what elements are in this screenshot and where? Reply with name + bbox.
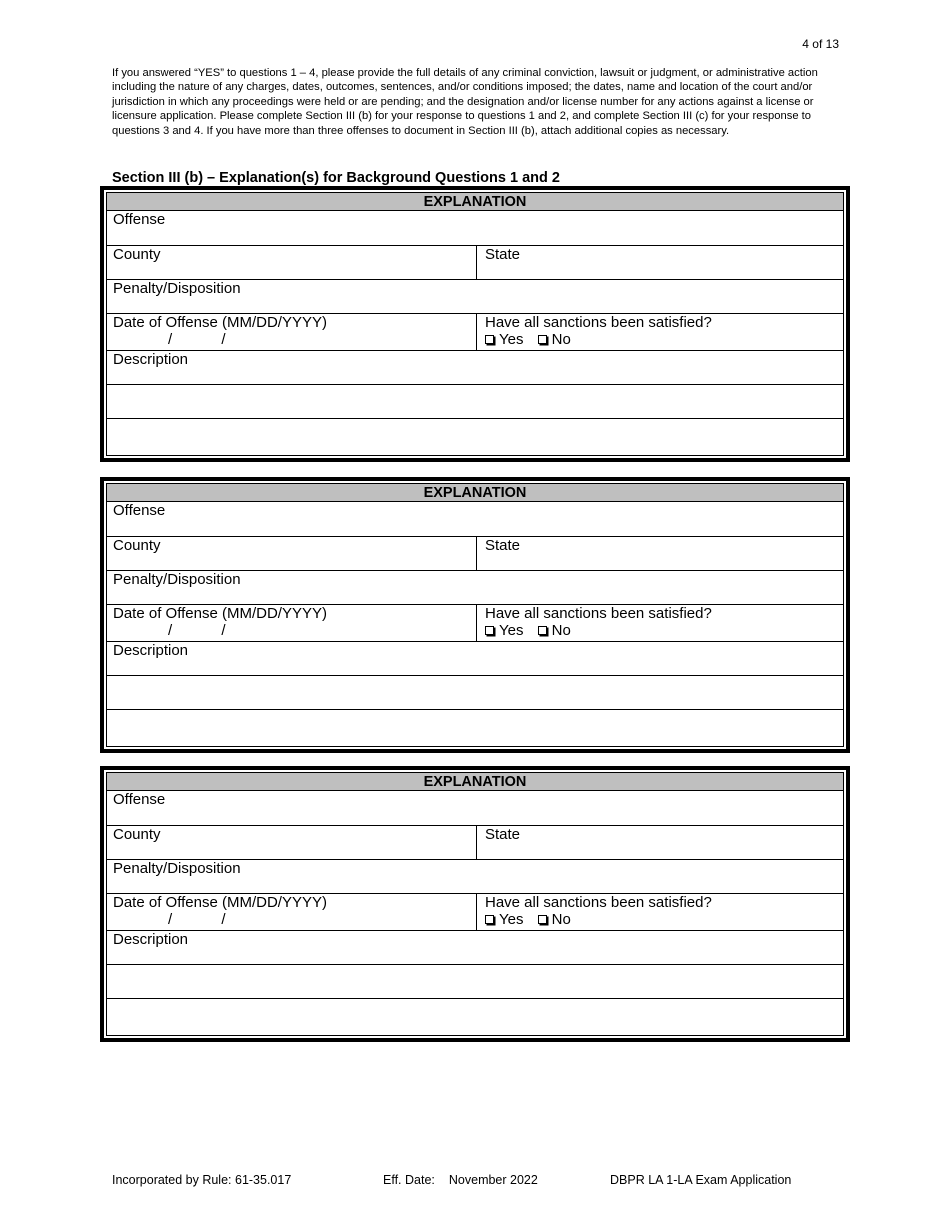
offense-label: Offense — [113, 791, 166, 808]
description-line[interactable] — [107, 676, 843, 709]
description-field[interactable] — [107, 931, 843, 964]
description-label: Description — [113, 351, 189, 368]
description-label: Description — [113, 931, 189, 948]
county-label: County — [113, 826, 161, 843]
no-label: No — [551, 911, 571, 928]
penalty-field[interactable] — [107, 571, 843, 604]
page-number: 4 of 13 — [802, 37, 839, 51]
date-of-offense-field[interactable] — [107, 605, 477, 641]
penalty-field[interactable] — [107, 860, 843, 893]
sanctions-field — [477, 314, 843, 350]
description-line[interactable] — [107, 710, 843, 746]
date-slashes: / / — [168, 911, 226, 928]
penalty-label: Penalty/Disposition — [113, 571, 241, 588]
explanation-header: EXPLANATION — [107, 773, 843, 791]
date-of-offense-field[interactable] — [107, 894, 477, 930]
checkbox-icon[interactable] — [538, 335, 547, 344]
checkbox-icon[interactable] — [485, 335, 494, 344]
county-field[interactable] — [107, 246, 477, 279]
offense-label: Offense — [113, 502, 166, 519]
checkbox-icon[interactable] — [485, 915, 494, 924]
eff-date-label: Eff. Date: — [383, 1173, 435, 1187]
description-label: Description — [113, 642, 189, 659]
no-option[interactable] — [538, 622, 571, 639]
yes-option[interactable] — [485, 331, 523, 348]
offense-field[interactable] — [107, 791, 843, 825]
footer-rule: Incorporated by Rule: 61-35.017 — [112, 1173, 292, 1187]
penalty-label: Penalty/Disposition — [113, 860, 241, 877]
no-label: No — [551, 331, 571, 348]
state-label: State — [485, 246, 521, 263]
footer-eff-date — [383, 1173, 538, 1187]
offense-field[interactable] — [107, 211, 843, 245]
explanation-header: EXPLANATION — [107, 484, 843, 502]
description-line[interactable] — [107, 419, 843, 455]
explanation-block-3 — [100, 766, 850, 1042]
state-label: State — [485, 537, 521, 554]
county-label: County — [113, 246, 161, 263]
date-label: Date of Offense (MM/DD/YYYY) — [113, 894, 327, 911]
date-slashes: / / — [168, 622, 226, 639]
offense-label: Offense — [113, 211, 166, 228]
state-field[interactable] — [477, 537, 843, 570]
explanation-block-2 — [100, 477, 850, 753]
checkbox-icon[interactable] — [538, 626, 547, 635]
sanctions-question: Have all sanctions been satisfied? — [485, 894, 712, 911]
penalty-field[interactable] — [107, 280, 843, 313]
section-title: Section III (b) – Explanation(s) for Background Questions 1 and 2 — [112, 170, 560, 186]
yes-label: Yes — [499, 331, 524, 348]
no-option[interactable] — [538, 331, 571, 348]
explanation-header: EXPLANATION — [107, 193, 843, 211]
description-line[interactable] — [107, 999, 843, 1035]
description-line[interactable] — [107, 385, 843, 418]
sanctions-question: Have all sanctions been satisfied? — [485, 314, 712, 331]
description-field[interactable] — [107, 642, 843, 675]
yes-option[interactable] — [485, 911, 523, 928]
no-label: No — [551, 622, 571, 639]
offense-field[interactable] — [107, 502, 843, 536]
eff-date-value: November 2022 — [448, 1173, 538, 1187]
checkbox-icon[interactable] — [538, 915, 547, 924]
sanctions-field — [477, 605, 843, 641]
penalty-label: Penalty/Disposition — [113, 280, 241, 297]
yes-option[interactable] — [485, 622, 523, 639]
checkbox-icon[interactable] — [485, 626, 494, 635]
yes-label: Yes — [499, 911, 524, 928]
sanctions-question: Have all sanctions been satisfied? — [485, 605, 712, 622]
state-label: State — [485, 826, 521, 843]
date-of-offense-field[interactable] — [107, 314, 477, 350]
sanctions-field — [477, 894, 843, 930]
county-field[interactable] — [107, 537, 477, 570]
county-field[interactable] — [107, 826, 477, 859]
state-field[interactable] — [477, 826, 843, 859]
date-slashes: / / — [168, 331, 226, 348]
description-field[interactable] — [107, 351, 843, 384]
date-label: Date of Offense (MM/DD/YYYY) — [113, 314, 327, 331]
footer-form-id: DBPR LA 1-LA Exam Application — [610, 1173, 792, 1187]
description-line[interactable] — [107, 965, 843, 998]
county-label: County — [113, 537, 161, 554]
intro-instructions: If you answered “YES” to questions 1 – 4, please provide the full details of any criminal conviction, lawsuit or judgment, or administrative action including the nature of any charges, dates, outcomes, sentences, and/or conditions imposed; the dates, name and location of the court and/or jurisdiction in which any proceedings were held or are pending; and the designation and/or license number for any actions against a license or licensure application. Please complete Section III (b) for your response to questions 1 and 2, and complete Section III (c) for your response to questions 3 and 4. If you have more than three offenses to document in Section III (b), attach additional copies as necessary. — [112, 67, 818, 137]
state-field[interactable] — [477, 246, 843, 279]
yes-label: Yes — [499, 622, 524, 639]
explanation-block-1 — [100, 186, 850, 462]
date-label: Date of Offense (MM/DD/YYYY) — [113, 605, 327, 622]
no-option[interactable] — [538, 911, 571, 928]
